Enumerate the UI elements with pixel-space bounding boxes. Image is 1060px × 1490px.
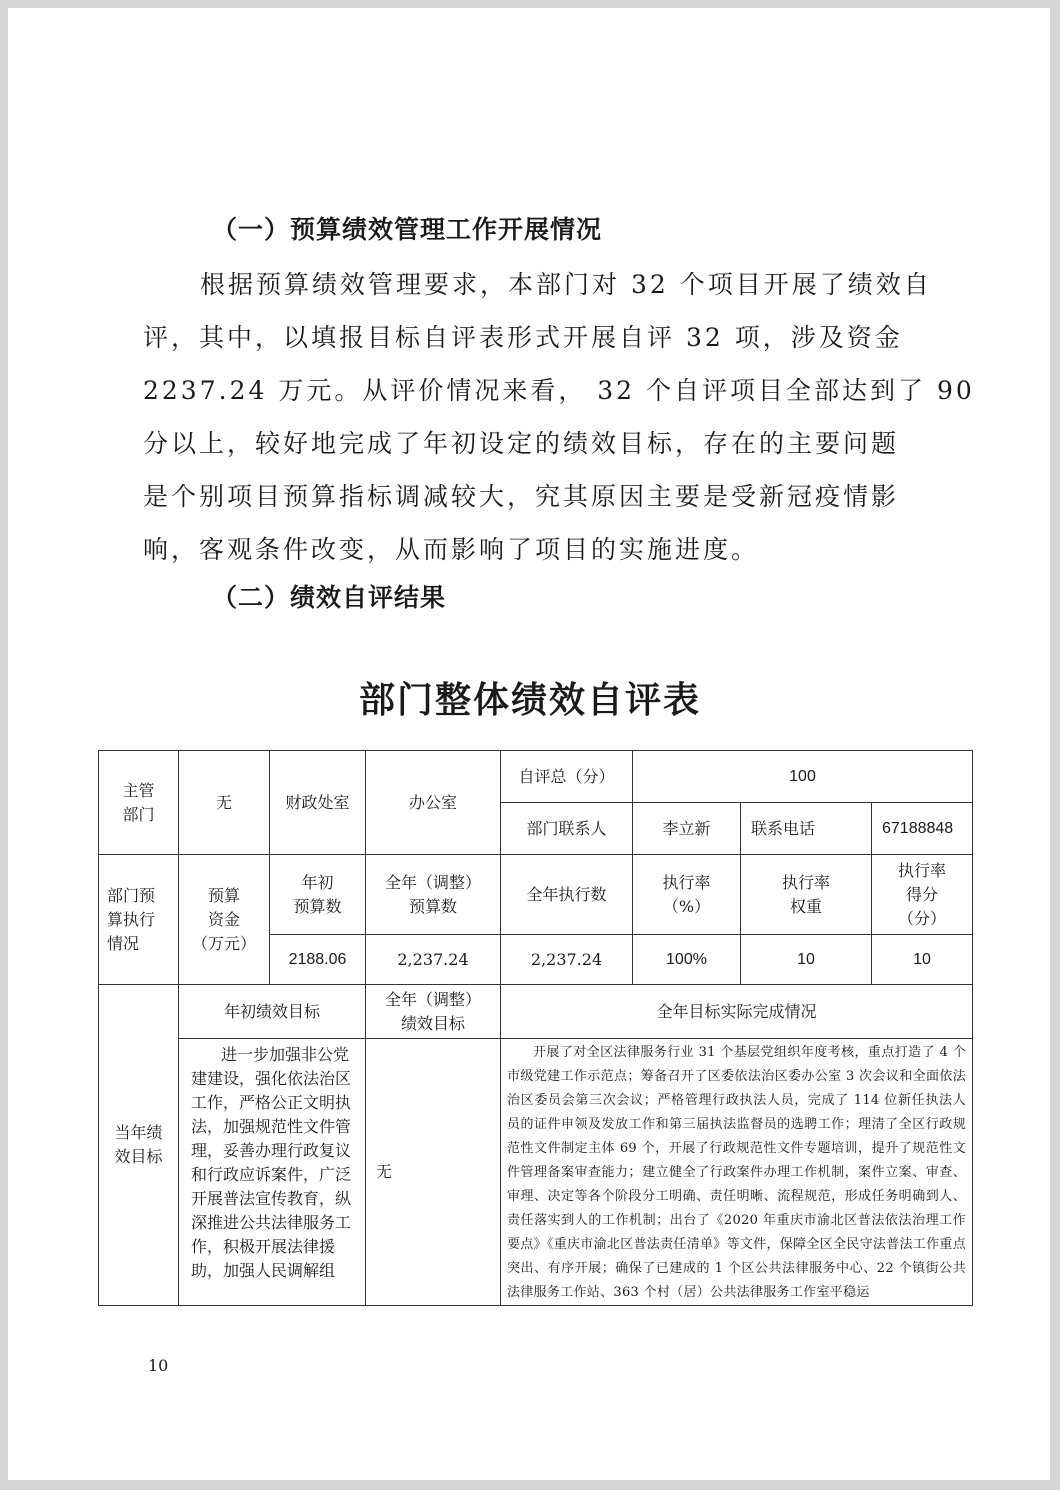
initial-goal-text: 进一步加强非公党建建设，强化依法治区工作，严格公正文明执法，加强规范性文件管理，妥善办理行政复议和行政应诉案件，广泛开展普法宣传教育，纵深推进公共法律服务工作，积极开展法律援助，加强人民调解组 [179,1039,366,1306]
initial-budget-value: 2188.06 [270,935,366,985]
initial-budget-header: 年初 预算数 [270,855,366,935]
adjusted-goal-value: 无 [366,1039,501,1306]
executed-header: 全年执行数 [501,855,633,935]
total-score-value: 100 [633,751,973,803]
table-title: 部门整体绩效自评表 [358,679,701,721]
phone-label: 联系电话 [741,803,872,855]
total-score-label: 自评总（分） [501,751,633,803]
paragraph-line: 根据预算绩效管理要求，本部门对 32 个项目开展了绩效自 [200,270,932,299]
contact-label: 部门联系人 [501,803,633,855]
adjusted-goal-header: 全年（调整） 绩效目标 [366,985,501,1039]
paragraph-line: 是个别项目预算指标调减较大，究其原因主要是受新冠疫情影 [143,482,900,511]
paragraph-line: 响，客观条件改变，从而影响了项目的实施进度。 [143,535,760,564]
exec-weight-value: 10 [741,935,872,985]
actual-completion-text: 开展了对全区法律服务行业 31 个基层党组织年度考核，重点打造了 4 个市级党建工作示范点；筹备召开了区委依法治区委办公室 3 次会议和全面依法治区委员会第三次会议；严格管理行政执法人员，完成了 114 位新任执法人员的证件申领及发放工作和第三届执法监督员的选聘工作；理清了全区行政规范性文件制定主体 69 个，开展了行政规范性文件专题培训，提升了规范性文件管理备案审查能力；建立健全了行政案件办理工作机制，案件立案、审查、审理、决定等各个阶段分工明确、责任明晰、流程规范，形成任务明确到人、责任落实到人的工作机制；出台了《2020 年重庆市渝北区普法依法治理工作要点》《重庆市渝北区普法责任清单》等文件，保障全区全民守法普法工作重点突出、有序开展；确保了已建成的 1 个区公共法律服务中心、22 个镇街公共法律服务工作站、363 个村（居）公共法律服务工作室平稳运 [501,1039,973,1306]
section-1-paragraph [143,258,975,576]
contact-value: 李立新 [633,803,741,855]
exec-rate-value: 100% [633,935,741,985]
budget-funds-label: 预算 资金 （万元） [179,855,270,985]
paragraph-line: 分以上，较好地完成了年初设定的绩效目标，存在的主要问题 [143,429,900,458]
paragraph-line: 2237.24 万元。从评价情况来看， 32 个自评项目全部达到了 90 [143,376,975,405]
actual-completion-header: 全年目标实际完成情况 [501,985,973,1039]
exec-weight-header: 执行率 权重 [741,855,872,935]
phone-value: 67188848 [872,803,973,855]
office-value: 办公室 [366,751,501,855]
exec-score-header: 执行率 得分 （分） [872,855,973,935]
adjusted-budget-value: 2,237.24 [366,935,501,985]
paragraph-line: 评，其中，以填报目标自评表形式开展自评 32 项，涉及资金 [143,323,903,352]
finance-label: 财政处室 [270,751,366,855]
exec-rate-header: 执行率 （%） [633,855,741,935]
exec-score-value: 10 [872,935,973,985]
section-heading-2: （二）绩效自评结果 [212,583,447,612]
budget-exec-label: 部门预 算执行 情况 [99,855,179,985]
adjusted-budget-header: 全年（调整） 预算数 [366,855,501,935]
self-evaluation-table [98,750,973,1306]
annual-goal-label: 当年绩 效目标 [99,985,179,1306]
page-number: 10 [148,1356,169,1375]
dept-value: 无 [179,751,270,855]
initial-goal-header: 年初绩效目标 [179,985,366,1039]
dept-label: 主管 部门 [99,751,179,855]
executed-value: 2,237.24 [501,935,633,985]
section-heading-1: （一）预算绩效管理工作开展情况 [212,215,603,244]
